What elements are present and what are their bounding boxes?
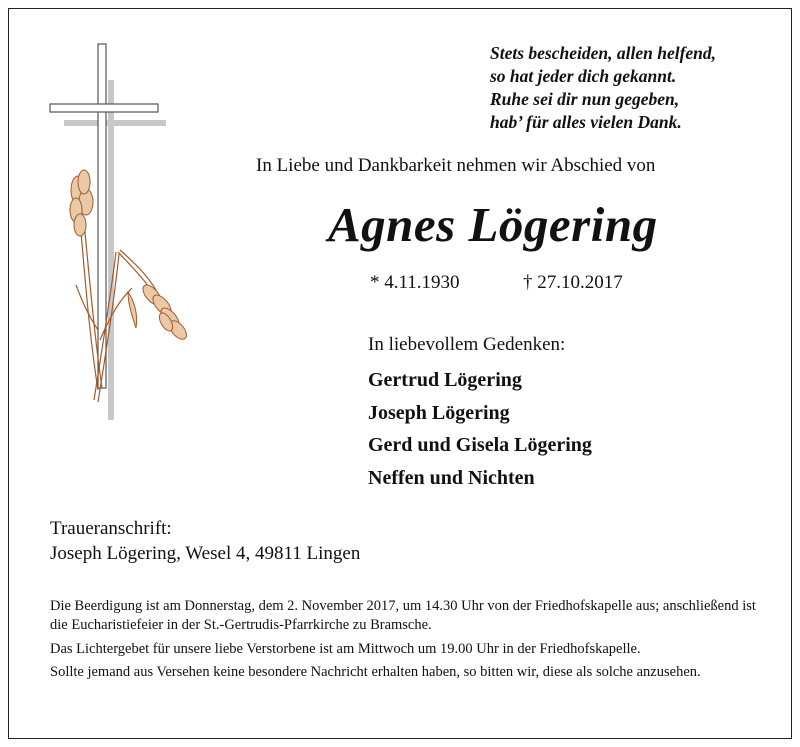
cross-with-wheat-icon — [40, 40, 200, 425]
notice-paragraph: Das Lichtergebet für unsere liebe Verstorbene ist am Mittwoch um 19.00 Uhr in der Friedhofskapelle. — [50, 640, 641, 657]
mourner-item: Gerd und Gisela Lögering — [368, 434, 592, 457]
memory-label: In liebevollem Gedenken: — [368, 334, 566, 355]
birth-date: * 4.11.1930 — [370, 272, 460, 293]
mourner-item: Joseph Lögering — [368, 401, 510, 424]
intro-text: In Liebe und Dankbarkeit nehmen wir Abschied von — [256, 155, 656, 176]
notice-paragraph: Sollte jemand aus Versehen keine besondere Nachricht erhalten haben, so bitten wir, diese als solche anzusehen. — [50, 664, 701, 680]
poem-line: Ruhe sei dir nun gegeben, — [490, 89, 680, 109]
notices — [50, 597, 762, 687]
address-label: Traueranschrift: — [50, 518, 172, 539]
deceased-name: Agnes Lögering — [328, 197, 658, 252]
death-date: † 27.10.2017 — [523, 272, 623, 293]
poem-line: so hat jeder dich gekannt. — [490, 66, 677, 86]
poem-line: Stets bescheiden, allen helfend, — [490, 43, 717, 63]
mourner-item: Neffen und Nichten — [368, 467, 535, 490]
mourners-list — [368, 364, 592, 495]
poem — [490, 42, 716, 134]
poem-line: hab’ für alles vielen Dank. — [490, 112, 682, 132]
mourner-item: Gertrud Lögering — [368, 369, 522, 391]
address-value: Joseph Lögering, Wesel 4, 49811 Lingen — [50, 543, 361, 564]
notice-paragraph: Die Beerdigung ist am Donnerstag, dem 2. November 2017, um 14.30 Uhr von der Friedhofskapelle aus; anschließend ist die Eucharistiefeier in der St.-Gertrudis-Pfarrkirche zu Bramsche. — [50, 598, 756, 633]
